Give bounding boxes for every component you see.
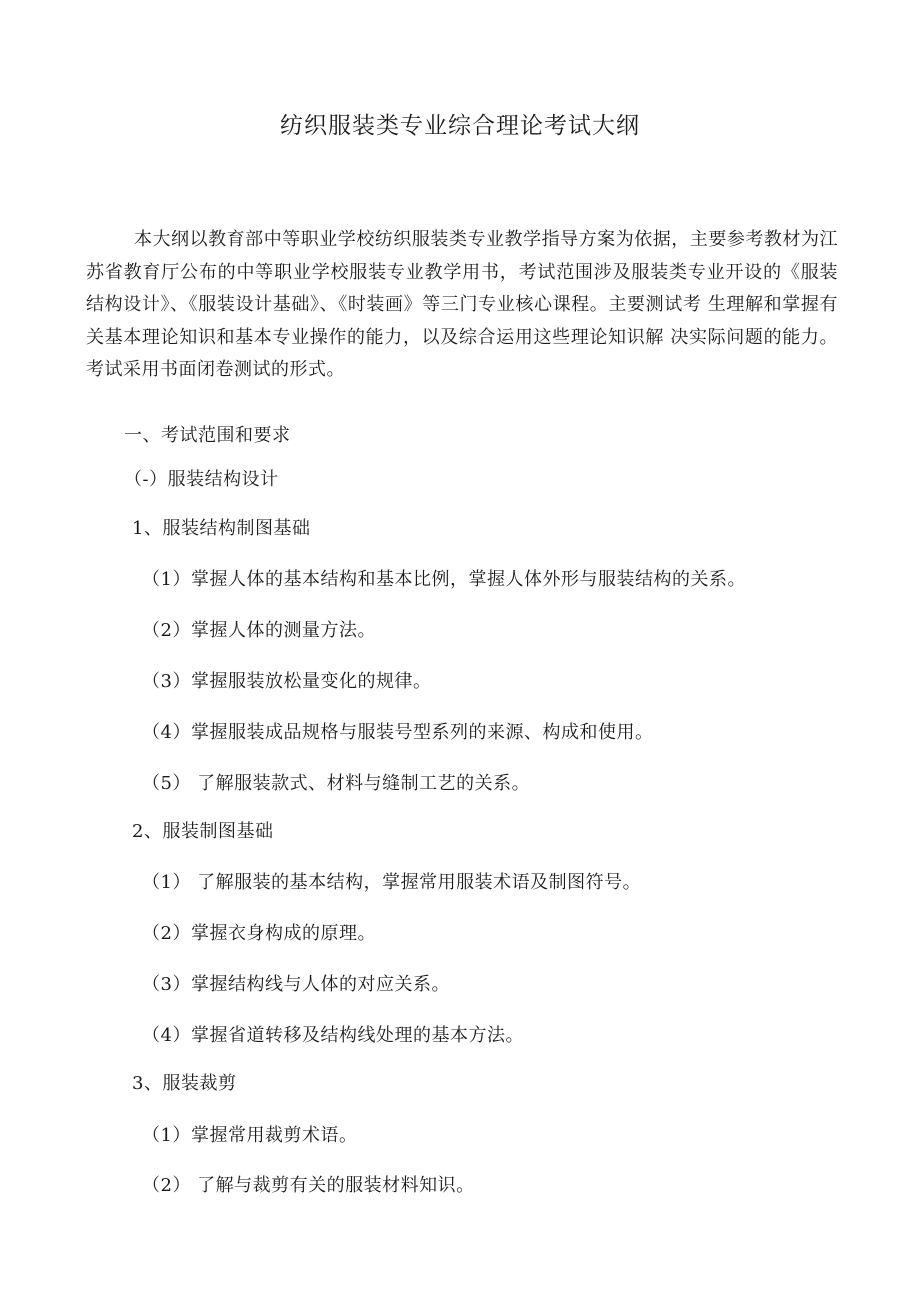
topic-3-item-1: （1）掌握常用裁剪术语。 — [142, 1125, 358, 1146]
topic-2-item-2: （2）掌握衣身构成的原理。 — [142, 923, 376, 944]
topic-heading-1: 1、服装结构制图基础 — [132, 518, 311, 539]
topic-2-item-3: （3）掌握结构线与人体的对应关系。 — [142, 974, 450, 995]
topic-1-item-1: （1）掌握人体的基本结构和基本比例，掌握人体外形与服装结构的关系。 — [142, 569, 746, 590]
topic-1-item-5: （5） 了解服装款式、材料与缝制工艺的关系。 — [142, 773, 531, 794]
topic-1-item-4: （4）掌握服装成品规格与服装号型系列的来源、构成和使用。 — [142, 722, 654, 743]
topic-1-item-3: （3）掌握服装放松量变化的规律。 — [142, 671, 432, 692]
topic-heading-2: 2、服装制图基础 — [132, 821, 274, 842]
topic-1-item-2: （2）掌握人体的测量方法。 — [142, 620, 376, 641]
topic-2-item-4: （4）掌握省道转移及结构线处理的基本方法。 — [142, 1025, 524, 1046]
topic-heading-3: 3、服装裁剪 — [132, 1073, 237, 1094]
subsection-heading-structure-design: （-）服装结构设计 — [124, 469, 279, 490]
topic-3-item-2: （2） 了解与裁剪有关的服装材料知识。 — [142, 1175, 475, 1196]
document-title: 纺织服装类专业综合理论考试大纲 — [280, 113, 640, 139]
intro-paragraph: 本大纲以教育部中等职业学校纺织服装类专业教学指导方案为依据，主要参考教材为江苏省教育厅公布的中等职业学校服装专业教学用书，考试范围涉及服装类专业开设的《服装结构设计》、《服装设计基础》、《时装画》等三门专业核心课程。主要测试考 生理解和掌握有关基本理论知识和基本专业操作的能力，以及综合运用这些理论知识解 决实际问题的能力。考试采用书面闭卷测试的形式。 — [86, 229, 838, 380]
topic-2-item-1: （1） 了解服装的基本结构，掌握常用服装术语及制图符号。 — [142, 872, 642, 893]
section-heading-scope: 一、考试范围和要求 — [124, 425, 291, 446]
